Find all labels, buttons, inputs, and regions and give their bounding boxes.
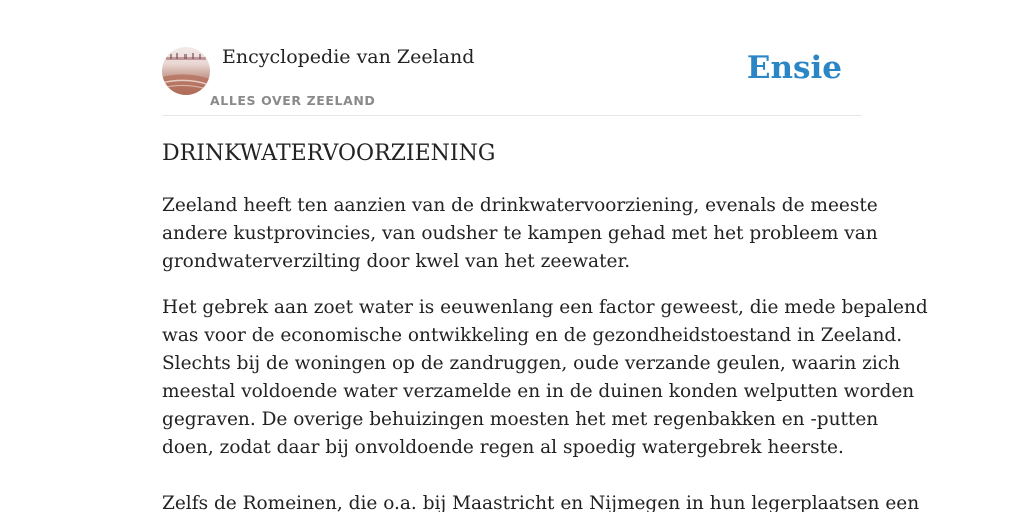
article-content [162,138,928,512]
article-paragraph-3 [162,490,920,512]
paragraph-line: gegraven. De overige behuizingen moesten het met regenbakken en -putten [162,409,879,430]
site-logo-photo-icon [162,47,210,95]
paragraph-line: doen, zodat daar bij onvoldoende regen al spoedig watergebrek heerste. [162,437,844,458]
paragraph-line: Zeeland heeft ten aanzien van de drinkwatervoorziening, evenals de meeste [162,195,878,216]
paragraph-line: grondwaterverzilting door kwel van het zeewater. [162,251,631,272]
paragraph-line: was voor de economische ontwikkeling en de gezondheidstoestand in Zeeland. [162,325,903,346]
paragraph-line: Zelfs de Romeinen, die o.a. bij Maastricht en Nijmegen in hun legerplaatsen een [162,493,920,512]
site-header [162,40,862,116]
article-title: DRINKWATERVOORZIENING [162,141,496,166]
paragraph-line: Het gebrek aan zoet water is eeuwenlang een factor geweest, die mede bepalend [162,297,928,318]
article-paragraph-1 [162,192,878,276]
paragraph-line: meestal voldoende water verzamelde en in de duinen konden welputten worden [162,381,915,402]
paragraph-line: andere kustprovincies, van oudsher te kampen gehad met het probleem van [162,223,878,244]
ensie-brand-logo[interactable]: Ensie [746,50,842,86]
site-logo-avatar[interactable] [162,47,210,95]
article-paragraph-2 [162,294,928,462]
site-title[interactable]: Encyclopedie van Zeeland [222,46,475,68]
site-tagline: ALLES OVER ZEELAND [210,93,376,108]
paragraph-line: Slechts bij de woningen op de zandruggen, oude verzande geulen, waarin zich [162,353,901,374]
